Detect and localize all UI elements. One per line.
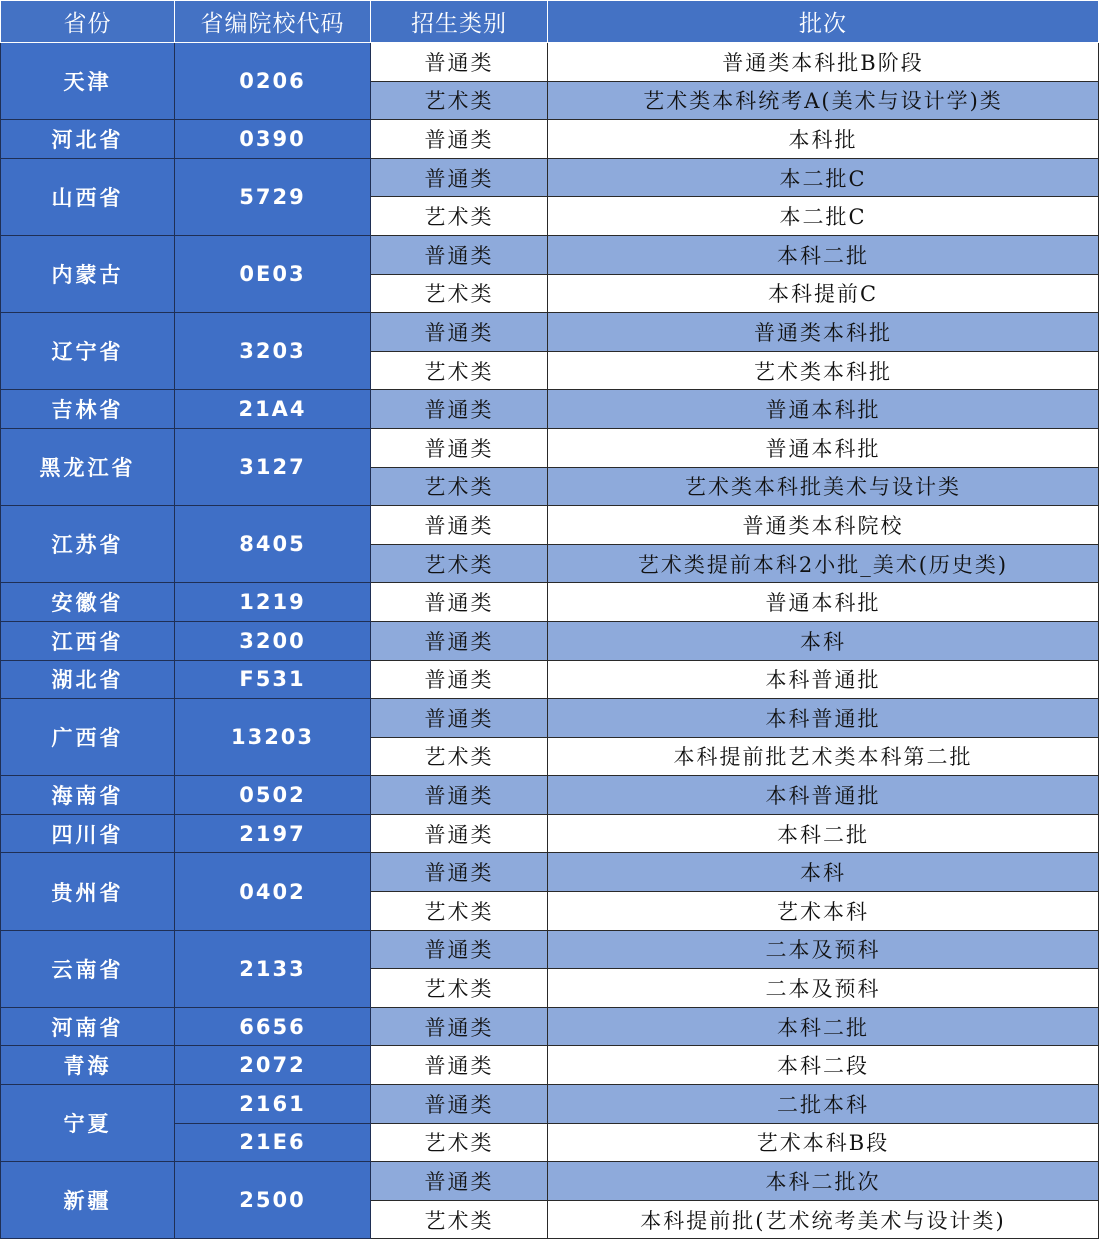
table-row	[1, 1046, 1099, 1085]
table-row	[1, 120, 1099, 159]
batch-cell: 本科批	[548, 120, 1099, 159]
category-cell: 普通类	[371, 390, 548, 429]
category-cell: 普通类	[371, 235, 548, 274]
province-cell: 云南省	[1, 930, 175, 1007]
province-cell: 四川省	[1, 814, 175, 853]
category-cell: 普通类	[371, 930, 548, 969]
province-cell: 吉林省	[1, 390, 175, 429]
school-code-cell: 0390	[175, 120, 371, 159]
category-cell: 普通类	[371, 699, 548, 738]
school-code-cell: 21A4	[175, 390, 371, 429]
school-code-cell: 3203	[175, 313, 371, 390]
header-province: 省份	[1, 1, 175, 43]
table-body	[1, 43, 1099, 1239]
header-category: 招生类别	[371, 1, 548, 43]
province-cell: 河南省	[1, 1007, 175, 1046]
category-cell: 普通类	[371, 428, 548, 467]
batch-cell: 艺术本科B段	[548, 1123, 1099, 1162]
batch-cell: 本科提前批(艺术统考美术与设计类)	[548, 1200, 1099, 1239]
table-row	[1, 930, 1099, 969]
category-cell: 普通类	[371, 1046, 548, 1085]
batch-cell: 艺术类本科统考A(美术与设计学)类	[548, 81, 1099, 120]
table-row	[1, 814, 1099, 853]
batch-cell: 普通本科批	[548, 583, 1099, 622]
school-code-cell: 5729	[175, 158, 371, 235]
category-cell: 艺术类	[371, 197, 548, 236]
table-row	[1, 1007, 1099, 1046]
category-cell: 普通类	[371, 1085, 548, 1124]
table-row	[1, 235, 1099, 274]
province-cell: 内蒙古	[1, 235, 175, 312]
province-cell: 宁夏	[1, 1085, 175, 1162]
category-cell: 艺术类	[371, 544, 548, 583]
table-row	[1, 583, 1099, 622]
province-cell: 海南省	[1, 776, 175, 815]
table-row	[1, 506, 1099, 545]
school-code-cell: 1219	[175, 583, 371, 622]
school-code-cell: 8405	[175, 506, 371, 583]
school-code-cell: 6656	[175, 1007, 371, 1046]
category-cell: 普通类	[371, 776, 548, 815]
school-code-cell: 13203	[175, 699, 371, 776]
table-row	[1, 158, 1099, 197]
table-row	[1, 390, 1099, 429]
batch-cell: 普通本科批	[548, 428, 1099, 467]
batch-cell: 本科普通批	[548, 776, 1099, 815]
batch-cell: 艺术类提前本科2小批_美术(历史类)	[548, 544, 1099, 583]
batch-cell: 本科二批	[548, 814, 1099, 853]
batch-cell: 艺术类本科批	[548, 351, 1099, 390]
category-cell: 普通类	[371, 621, 548, 660]
school-code-cell: 0206	[175, 43, 371, 120]
school-code-cell: 3127	[175, 428, 371, 505]
category-cell: 艺术类	[371, 969, 548, 1008]
category-cell: 艺术类	[371, 81, 548, 120]
province-cell: 贵州省	[1, 853, 175, 930]
table-row	[1, 699, 1099, 738]
category-cell: 艺术类	[371, 274, 548, 313]
batch-cell: 普通类本科院校	[548, 506, 1099, 545]
school-code-cell: 0502	[175, 776, 371, 815]
table-row	[1, 1162, 1099, 1201]
province-cell: 青海	[1, 1046, 175, 1085]
batch-cell: 艺术本科	[548, 892, 1099, 931]
table-row	[1, 313, 1099, 352]
batch-cell: 本科提前批艺术类本科第二批	[548, 737, 1099, 776]
table-row	[1, 776, 1099, 815]
category-cell: 普通类	[371, 506, 548, 545]
table-row	[1, 660, 1099, 699]
batch-cell: 艺术类本科批美术与设计类	[548, 467, 1099, 506]
school-code-cell: 2197	[175, 814, 371, 853]
province-cell: 广西省	[1, 699, 175, 776]
batch-cell: 二本及预科	[548, 969, 1099, 1008]
school-code-cell: 21E6	[175, 1123, 371, 1162]
category-cell: 普通类	[371, 853, 548, 892]
batch-cell: 本二批C	[548, 158, 1099, 197]
province-cell: 安徽省	[1, 583, 175, 622]
batch-cell: 本科二批	[548, 1007, 1099, 1046]
school-code-cell: F531	[175, 660, 371, 699]
category-cell: 普通类	[371, 313, 548, 352]
batch-cell: 本科二批次	[548, 1162, 1099, 1201]
batch-cell: 二批本科	[548, 1085, 1099, 1124]
category-cell: 艺术类	[371, 892, 548, 931]
header-row	[1, 1, 1099, 43]
batch-cell: 本二批C	[548, 197, 1099, 236]
batch-cell: 本科	[548, 853, 1099, 892]
school-code-cell: 2133	[175, 930, 371, 1007]
batch-cell: 本科二批	[548, 235, 1099, 274]
province-cell: 黑龙江省	[1, 428, 175, 505]
category-cell: 普通类	[371, 583, 548, 622]
header-batch: 批次	[548, 1, 1099, 43]
province-cell: 湖北省	[1, 660, 175, 699]
school-code-cell: 2500	[175, 1162, 371, 1239]
category-cell: 艺术类	[371, 467, 548, 506]
category-cell: 普通类	[371, 814, 548, 853]
category-cell: 艺术类	[371, 737, 548, 776]
province-cell: 江西省	[1, 621, 175, 660]
table-row	[1, 428, 1099, 467]
school-code-cell: 0E03	[175, 235, 371, 312]
batch-cell: 本科	[548, 621, 1099, 660]
batch-cell: 本科普通批	[548, 699, 1099, 738]
batch-cell: 二本及预科	[548, 930, 1099, 969]
category-cell: 艺术类	[371, 1123, 548, 1162]
header-school-code: 省编院校代码	[175, 1, 371, 43]
batch-cell: 本科二段	[548, 1046, 1099, 1085]
batch-cell: 普通类本科批	[548, 313, 1099, 352]
batch-cell: 本科普通批	[548, 660, 1099, 699]
table-row	[1, 43, 1099, 82]
province-cell: 江苏省	[1, 506, 175, 583]
category-cell: 普通类	[371, 1162, 548, 1201]
province-cell: 天津	[1, 43, 175, 120]
table-row	[1, 1085, 1099, 1124]
batch-cell: 本科提前C	[548, 274, 1099, 313]
province-cell: 山西省	[1, 158, 175, 235]
table-row	[1, 621, 1099, 660]
category-cell: 普通类	[371, 660, 548, 699]
category-cell: 艺术类	[371, 351, 548, 390]
category-cell: 艺术类	[371, 1200, 548, 1239]
category-cell: 普通类	[371, 1007, 548, 1046]
school-code-cell: 2072	[175, 1046, 371, 1085]
province-cell: 新疆	[1, 1162, 175, 1239]
school-code-cell: 0402	[175, 853, 371, 930]
batch-cell: 普通类本科批B阶段	[548, 43, 1099, 82]
batch-cell: 普通本科批	[548, 390, 1099, 429]
province-cell: 辽宁省	[1, 313, 175, 390]
province-cell: 河北省	[1, 120, 175, 159]
category-cell: 普通类	[371, 158, 548, 197]
table-row	[1, 853, 1099, 892]
category-cell: 普通类	[371, 120, 548, 159]
category-cell: 普通类	[371, 43, 548, 82]
school-code-cell: 2161	[175, 1085, 371, 1124]
school-code-cell: 3200	[175, 621, 371, 660]
